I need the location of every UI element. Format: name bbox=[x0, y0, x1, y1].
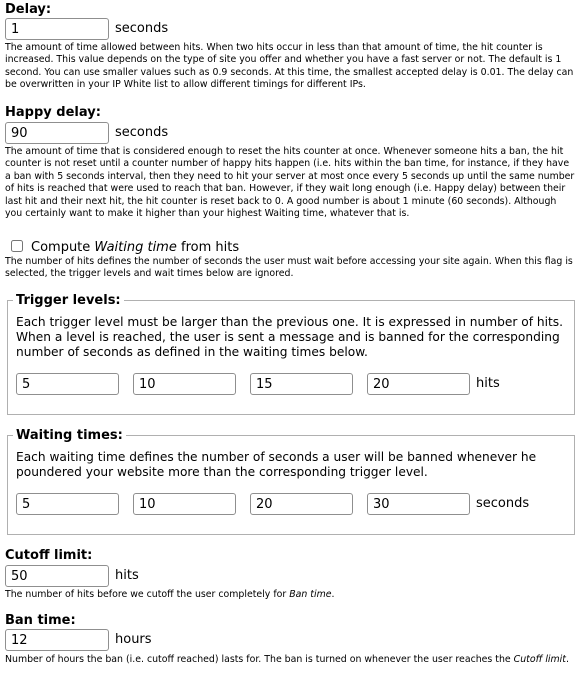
happy-delay-label: Happy delay: bbox=[5, 105, 101, 120]
cutoff-desc-italic: Ban time bbox=[289, 589, 332, 600]
waiting-time-2-input[interactable] bbox=[133, 493, 236, 515]
trigger-level-1-input[interactable] bbox=[16, 373, 119, 395]
happy-delay-description: The amount of time that is considered enough to reset the hits counter at once. Whenever someone hits a ban, the hit counter is not reset until a counter number of happy hits happen (i.e. hits within the ban time, for instance, if they have a ban with 5 seconds interval, then they need to hit your server at most once every 5 seconds up until the same number of hits is reached that were used to reach that ban. However, if they wait long enough (i.e. Happy delay) between their last hit and their next hit, the hit counter is reset back to 0. A good number is about 1 minute (60 seconds). Although you certainly want to make it higher than your highest Waiting time, whatever that is. bbox=[5, 146, 575, 220]
ban-desc-italic: Cutoff limit bbox=[513, 654, 566, 665]
ban-time-unit: hours bbox=[115, 632, 152, 647]
compute-waiting-time-label[interactable] bbox=[31, 240, 239, 255]
delay-input[interactable] bbox=[5, 18, 109, 40]
happy-delay-unit: seconds bbox=[115, 125, 169, 140]
compute-label-prefix: Compute bbox=[31, 240, 95, 255]
ban-time-label: Ban time: bbox=[5, 613, 76, 628]
cutoff-desc-suffix: . bbox=[331, 589, 335, 600]
happy-delay-input[interactable] bbox=[5, 122, 109, 144]
cutoff-limit-input[interactable] bbox=[5, 565, 109, 587]
waiting-times-legend: Waiting times: bbox=[16, 428, 123, 443]
waiting-time-4-input[interactable] bbox=[367, 493, 470, 515]
waiting-times-description: Each waiting time defines the number of seconds a user will be banned whenever he poundered your website more than the corresponding trigger level. bbox=[16, 450, 537, 479]
ban-desc-prefix: Number of hours the ban (i.e. cutoff reached) lasts for. The ban is turned on whenever the user reaches the bbox=[5, 654, 514, 665]
cutoff-limit-unit: hits bbox=[115, 568, 139, 583]
trigger-levels-legend: Trigger levels: bbox=[16, 293, 121, 308]
delay-unit: seconds bbox=[115, 21, 169, 36]
waiting-time-3-input[interactable] bbox=[250, 493, 353, 515]
ban-time-description bbox=[5, 654, 575, 666]
trigger-level-2-input[interactable] bbox=[133, 373, 236, 395]
waiting-times-unit: seconds bbox=[476, 496, 530, 511]
cutoff-desc-prefix: The number of hits before we cutoff the user completely for bbox=[5, 589, 290, 600]
waiting-times-fieldset bbox=[7, 428, 575, 535]
trigger-level-4-input[interactable] bbox=[367, 373, 470, 395]
ban-desc-suffix: . bbox=[565, 654, 569, 665]
trigger-levels-description: Each trigger level must be larger than the previous one. It is expressed in number of hits. When a level is reached, the user is sent a message and is banned for the corresponding number of seconds as defined in the waiting times below. bbox=[16, 315, 563, 359]
ban-time-input[interactable] bbox=[5, 629, 109, 651]
cutoff-limit-label: Cutoff limit: bbox=[5, 548, 93, 563]
compute-description: The number of hits defines the number of seconds the user must wait before accessing your site again. When this flag is selected, the trigger levels and wait times below are ignored. bbox=[5, 256, 573, 280]
compute-label-italic: Waiting time bbox=[94, 240, 177, 255]
cutoff-limit-description bbox=[5, 589, 575, 601]
compute-waiting-time-checkbox[interactable] bbox=[11, 240, 23, 252]
trigger-levels-unit: hits bbox=[476, 376, 500, 391]
delay-description: The amount of time allowed between hits. When two hits occur in less than that amount of time, the hit counter is increased. This value depends on the type of site you offer and whether you have a fast server or not. The default is 1 second. You can use smaller values such as 0.9 seconds. At this time, the smallest accepted delay is 0.01. The delay can be overwritten in your IP White list to allow different timings for different IPs. bbox=[5, 42, 574, 91]
delay-label: Delay: bbox=[5, 2, 52, 17]
compute-label-suffix: from hits bbox=[176, 240, 240, 255]
trigger-level-3-input[interactable] bbox=[250, 373, 353, 395]
waiting-time-1-input[interactable] bbox=[16, 493, 119, 515]
